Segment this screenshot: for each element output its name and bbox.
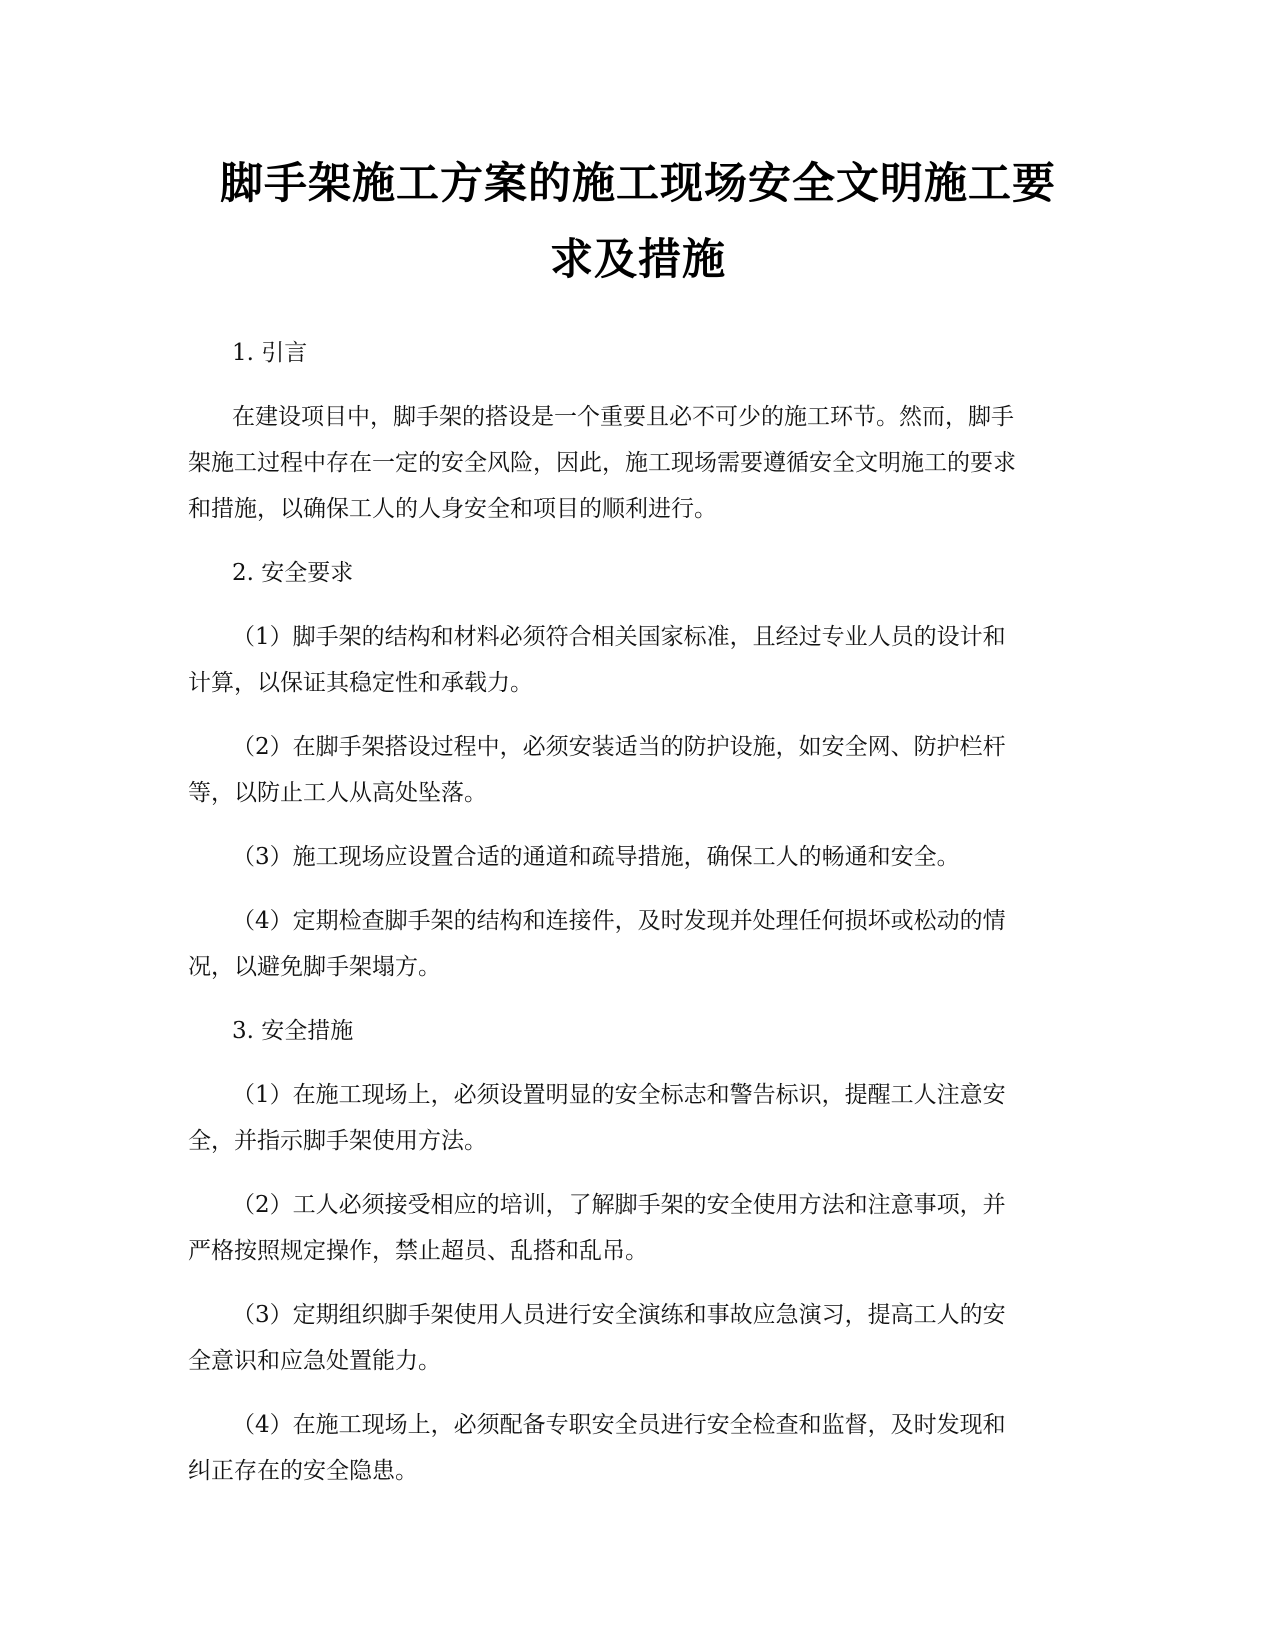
section-heading-safety-requirements: 2. 安全要求 bbox=[232, 560, 354, 586]
paragraph-line: 纠正存在的安全隐患。 bbox=[188, 1458, 418, 1484]
paragraph-line: 架施工过程中存在一定的安全风险，因此，施工现场需要遵循安全文明施工的要求 bbox=[188, 450, 1016, 476]
paragraph-line: （4）定期检查脚手架的结构和连接件，及时发现并处理任何损坏或松动的情 bbox=[232, 908, 1006, 934]
paragraph-line: 计算，以保证其稳定性和承载力。 bbox=[188, 670, 533, 696]
paragraph-line: （1）在施工现场上，必须设置明显的安全标志和警告标识，提醒工人注意安 bbox=[232, 1082, 1006, 1108]
document-title bbox=[188, 146, 1088, 298]
section-heading-safety-measures: 3. 安全措施 bbox=[232, 1018, 354, 1044]
paragraph-line: （3）施工现场应设置合适的通道和疏导措施，确保工人的畅通和安全。 bbox=[232, 844, 960, 870]
list-item bbox=[188, 1182, 1088, 1274]
document-body bbox=[188, 330, 1088, 1494]
paragraph-line: 全，并指示脚手架使用方法。 bbox=[188, 1128, 487, 1154]
paragraph-line: 况，以避免脚手架塌方。 bbox=[188, 954, 441, 980]
list-item bbox=[188, 834, 1088, 880]
paragraph-line: 和措施，以确保工人的人身安全和项目的顺利进行。 bbox=[188, 496, 717, 522]
list-item bbox=[188, 614, 1088, 706]
list-item bbox=[188, 1072, 1088, 1164]
document-content bbox=[188, 146, 1088, 1512]
list-item bbox=[188, 724, 1088, 816]
paragraph-line: 等，以防止工人从高处坠落。 bbox=[188, 780, 487, 806]
title-line: 求及措施 bbox=[550, 235, 726, 285]
paragraph-line: （2）工人必须接受相应的培训，了解脚手架的安全使用方法和注意事项，并 bbox=[232, 1192, 1006, 1218]
paragraph bbox=[188, 394, 1088, 532]
paragraph-line: 严格按照规定操作，禁止超员、乱搭和乱吊。 bbox=[188, 1238, 648, 1264]
paragraph-line: 全意识和应急处置能力。 bbox=[188, 1348, 441, 1374]
list-item bbox=[188, 898, 1088, 990]
section-heading-introduction: 1. 引言 bbox=[232, 340, 308, 366]
paragraph-line: （3）定期组织脚手架使用人员进行安全演练和事故应急演习，提高工人的安 bbox=[232, 1302, 1006, 1328]
title-line: 脚手架施工方案的施工现场安全文明施工要 bbox=[220, 159, 1056, 209]
paragraph-line: （4）在施工现场上，必须配备专职安全员进行安全检查和监督，及时发现和 bbox=[232, 1412, 1006, 1438]
paragraph-line: （1）脚手架的结构和材料必须符合相关国家标准，且经过专业人员的设计和 bbox=[232, 624, 1006, 650]
list-item bbox=[188, 1292, 1088, 1384]
list-item bbox=[188, 1402, 1088, 1494]
paragraph-line: （2）在脚手架搭设过程中，必须安装适当的防护设施，如安全网、防护栏杆 bbox=[232, 734, 1006, 760]
paragraph-line: 在建设项目中，脚手架的搭设是一个重要且必不可少的施工环节。然而，脚手 bbox=[232, 404, 1014, 430]
